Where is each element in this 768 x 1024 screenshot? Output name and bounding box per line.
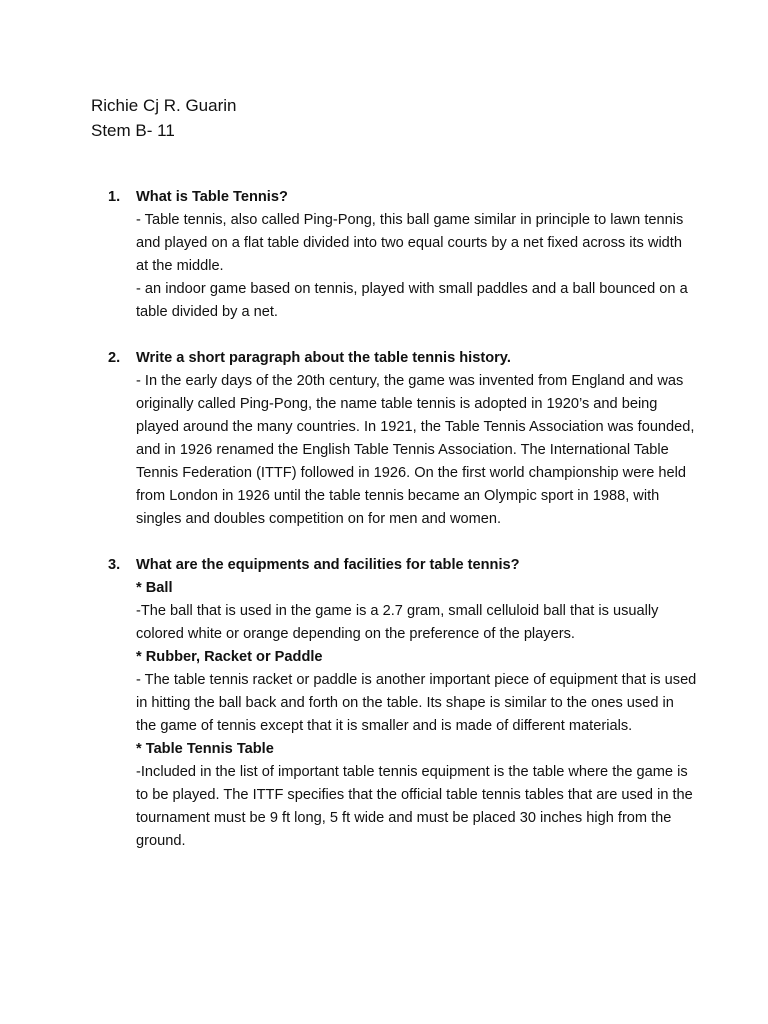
question-title: What are the equipments and facilities for table tennis? (136, 557, 520, 573)
question-1 (108, 186, 698, 324)
equipment-description-ball: -The ball that is used in the game is a 2.7 gram, small celluloid ball that is usually colored white or orange depending on the preference of the players. (136, 603, 659, 642)
question-number: 3. (108, 557, 121, 573)
equipment-description-paddle: - The table tennis racket or paddle is another important piece of equipment that is used in hitting the ball back and forth on the table. Its shape is similar to the ones used in the game of tennis except that it is smaller and is made of different materials. (136, 672, 697, 734)
question-list (108, 186, 698, 876)
equipment-description-table: -Included in the list of important table tennis equipment is the table where the game is to be played. The ITTF specifies that the official table tennis tables that are used in the tournament must be 9 ft long, 5 ft wide and must be placed 30 inches high from the ground. (136, 764, 693, 849)
question-2 (108, 347, 698, 531)
question-3 (108, 554, 698, 853)
answer-paragraph: - In the early days of the 20th century, the game was invented from England and was originally called Ping-Pong, the name table tennis is adopted in 1920’s and being played around the many countries. In 1921, the Table Tennis Association was founded, and in 1926 renamed the English Table Tennis Association. The International Table Tennis Federation (ITTF) followed in 1926. On the first world championship were held from London in 1926 until the table tennis became an Olympic sport in 1988, with singles and doubles competition on for men and women. (136, 373, 695, 527)
answer-paragraph: - an indoor game based on tennis, played with small paddles and a ball bounced on a table divided by a net. (136, 281, 688, 320)
answer-paragraph: - Table tennis, also called Ping-Pong, this ball game similar in principle to lawn tennis and played on a flat table divided into two equal courts by a net fixed across its width at the middle. (136, 212, 684, 274)
class-section: Stem B- 11 (91, 121, 175, 140)
document-header (91, 93, 237, 143)
question-number: 2. (108, 350, 121, 366)
equipment-heading-paddle: * Rubber, Racket or Paddle (136, 649, 323, 665)
author-name: Richie Cj R. Guarin (91, 96, 237, 115)
equipment-heading-table: * Table Tennis Table (136, 741, 274, 757)
question-number: 1. (108, 189, 121, 205)
equipment-heading-ball: * Ball (136, 580, 173, 596)
question-title: What is Table Tennis? (136, 189, 288, 205)
question-title: Write a short paragraph about the table tennis history. (136, 350, 511, 366)
